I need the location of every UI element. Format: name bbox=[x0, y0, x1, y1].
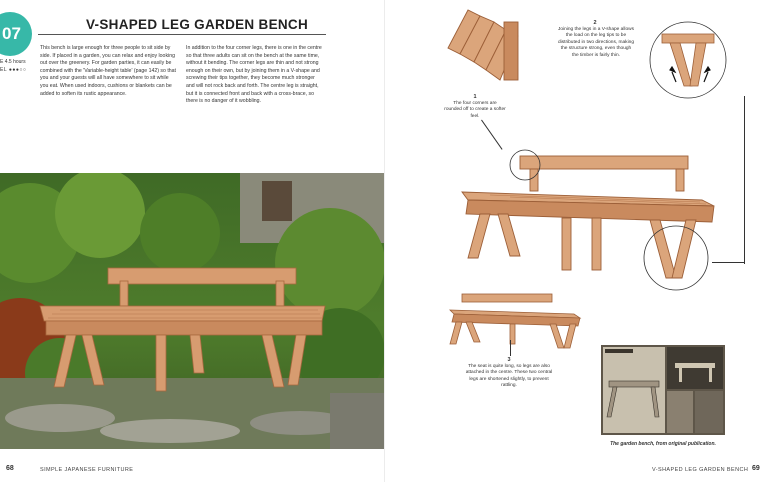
garden-bench-photo bbox=[0, 173, 385, 449]
intro-column-1: This bench is large enough for three people to sit side by side. If placed in a garden, you can relax and enjoy looking out over the greenery. For garden parties, it can easily be combined with the 'Variable-height table' (page 142) so that you and your guests will all have somewhere to sit while you eat. When used indoors, cushions or blankets can be added to soften its rustic appearance. bbox=[40, 45, 176, 97]
meta-level: EL ●●●○○ bbox=[0, 67, 27, 73]
publication-caption: The garden bench, from original publication. bbox=[610, 441, 716, 447]
callout-2-leader bbox=[744, 96, 745, 264]
chapter-badge bbox=[0, 12, 32, 56]
callout-1-number: 1 bbox=[473, 94, 477, 100]
bench-illustration-underside bbox=[446, 290, 586, 354]
intro-column-2: In addition to the four corner legs, there is one in the centre so that three adults can sit on the bench at the same time, without it bending. The corner legs are thin and not strong enough on their own, but by joining them in a V-shape and screwing their tips together, they become much stronger and will not rock back and forth. The centre leg is straight, but it is connected front and back with a cross-brace, so there is no danger of it wobbling. bbox=[186, 45, 322, 105]
publication-collage bbox=[601, 345, 725, 435]
chapter-number: 07 bbox=[2, 24, 21, 43]
project-meta bbox=[0, 58, 26, 74]
running-title-left: SIMPLE JAPANESE FURNITURE bbox=[40, 467, 134, 473]
meta-time: E 4.5 hours bbox=[0, 59, 26, 65]
callout-1-marker bbox=[505, 145, 545, 185]
running-title-right: V-SHAPED LEG GARDEN BENCH bbox=[652, 467, 749, 473]
page-number-right: 69 bbox=[752, 465, 760, 472]
callout-2-text: Joining the legs in a V-shape allows the load on the leg tips to be distributed in two directions, making the structure strong, even though the timber is fairly thin. bbox=[558, 27, 634, 58]
corner-detail-illustration bbox=[440, 8, 530, 90]
garden-photo-illustration bbox=[0, 173, 385, 449]
title-rule bbox=[38, 34, 326, 35]
callout-3-leader bbox=[510, 340, 511, 356]
page-number-left: 68 bbox=[6, 465, 14, 472]
page-title: V-SHAPED LEG GARDEN BENCH bbox=[86, 17, 309, 32]
original-publication-photo bbox=[601, 345, 725, 435]
callout-3-number: 3 bbox=[507, 357, 511, 363]
callout-2-leader-horizontal bbox=[712, 262, 744, 263]
v-leg-detail-illustration bbox=[648, 20, 728, 100]
callout-3-text: The seat is quite long, so legs are also attached in the centre. These two central legs are shortened slightly, to prevent rattling. bbox=[465, 364, 553, 389]
callout-1-text: The four corners are rounded off to create a softer feel. bbox=[444, 101, 506, 119]
callout-2-number: 2 bbox=[593, 20, 597, 26]
v-leg-marker bbox=[640, 222, 712, 294]
